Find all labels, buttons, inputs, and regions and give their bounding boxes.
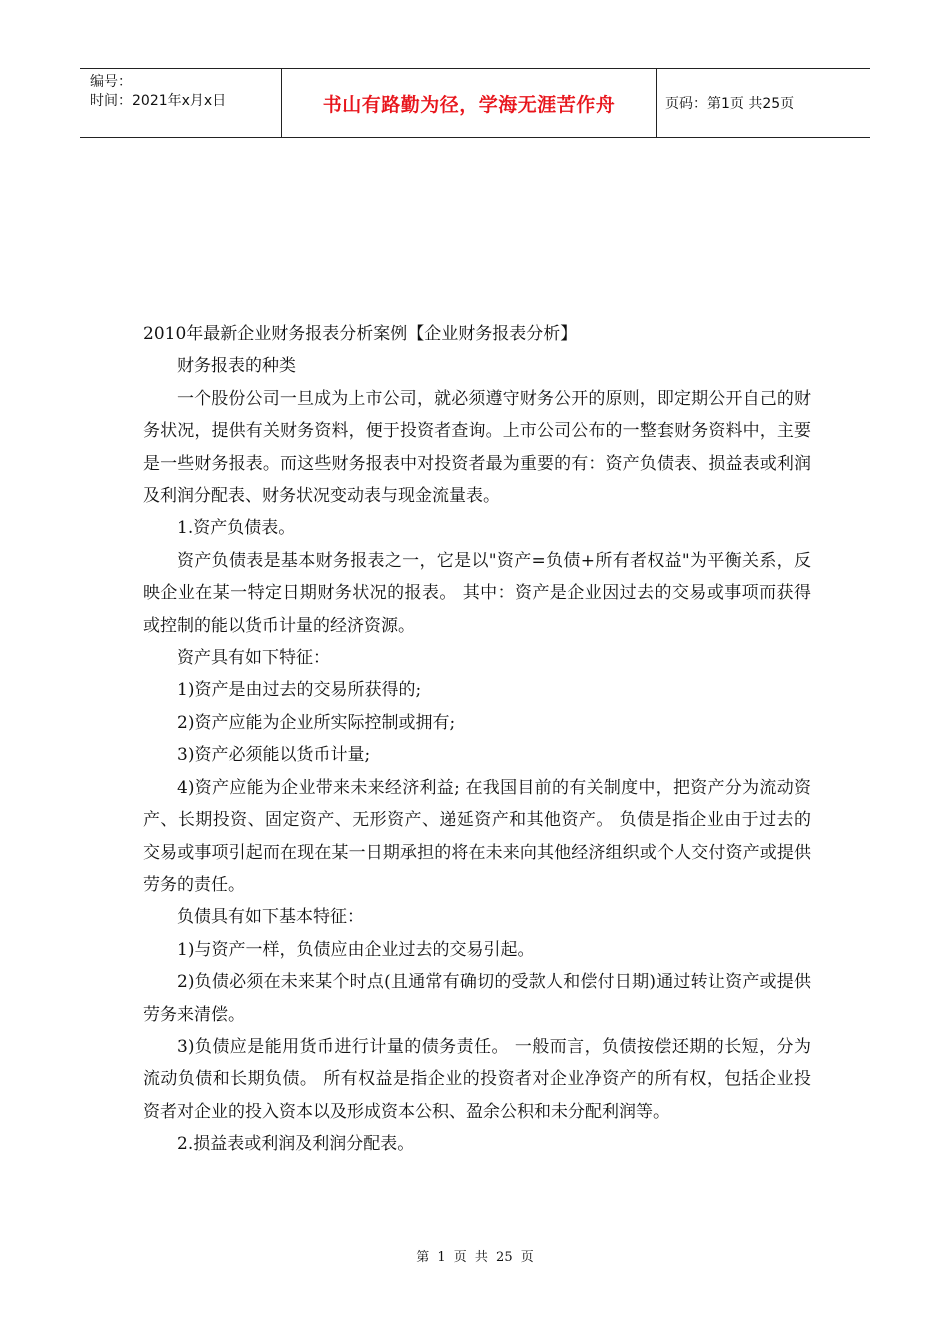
header-motto: 书山有路勤为径，学海无涯苦作舟	[282, 69, 657, 137]
paragraph: 1)资产是由过去的交易所获得的;	[177, 680, 422, 701]
header-page-info: 页码：第1页 共25页	[665, 96, 795, 112]
paragraph: 一个股份公司一旦成为上市公司，就必须遵守财务公开的原则，即定期公开自己的财务状况，提供有关财务资料，便于投资者查询。上市公司公布的一整套财务资料中，主要是一些财务报表。而这些财务报表中对投资者最为重要的有：资产负债表、损益表或利润及利润分配表、财务状况变动表与现金流量表。	[143, 388, 811, 507]
paragraph: 3)资产必须能以货币计量;	[177, 745, 371, 766]
number-label: 编号：	[90, 74, 132, 90]
document-body	[143, 318, 811, 1161]
paragraph: 2)负债必须在未来某个时点(且通常有确切的受款人和偿付日期)通过转让资产或提供劳务来清偿。	[143, 972, 811, 1025]
paragraph: 3)负债应是能用货币进行计量的债务责任。 一般而言，负债按偿还期的长短，分为流动负债和长期负债。 所有权益是指企业的投资者对企业净资产的所有权，包括企业投资者对企业的投入资本以及形成资本公积、盈余公积和未分配利润等。	[143, 1036, 811, 1122]
paragraph: 财务报表的种类	[177, 356, 296, 377]
paragraph: 2)资产应能为企业所实际控制或拥有;	[177, 712, 456, 733]
document-header	[80, 68, 870, 138]
date-label: 时间：2021年x月x日	[90, 93, 227, 109]
header-meta	[80, 69, 282, 137]
page-footer: 第 1 页 共 25 页	[416, 1250, 534, 1265]
document-title: 2010年最新企业财务报表分析案例【企业财务报表分析】	[143, 324, 578, 344]
paragraph: 4)资产应能为企业带来未来经济利益; 在我国目前的有关制度中，把资产分为流动资产、长期投资、固定资产、无形资产、递延资产和其他资产。 负债是指企业由于过去的交易或事项引起而在现在某一日期承担的将在未来向其他经济组织或个人交付资产或提供劳务的责任。	[143, 777, 811, 895]
paragraph: 负债具有如下基本特征：	[177, 907, 364, 928]
paragraph: 资产负债表是基本财务报表之一，它是以"资产=负债+所有者权益"为平衡关系，反映企业在某一特定日期财务状况的报表。 其中：资产是企业因过去的交易或事项而获得或控制的能以货币计量的经济资源。	[143, 550, 811, 636]
paragraph: 2.损益表或利润及利润分配表。	[177, 1134, 415, 1155]
paragraph: 资产具有如下特征：	[177, 648, 330, 669]
paragraph: 1)与资产一样，负债应由企业过去的交易引起。	[177, 939, 535, 960]
paragraph: 1.资产负债表。	[177, 518, 296, 539]
